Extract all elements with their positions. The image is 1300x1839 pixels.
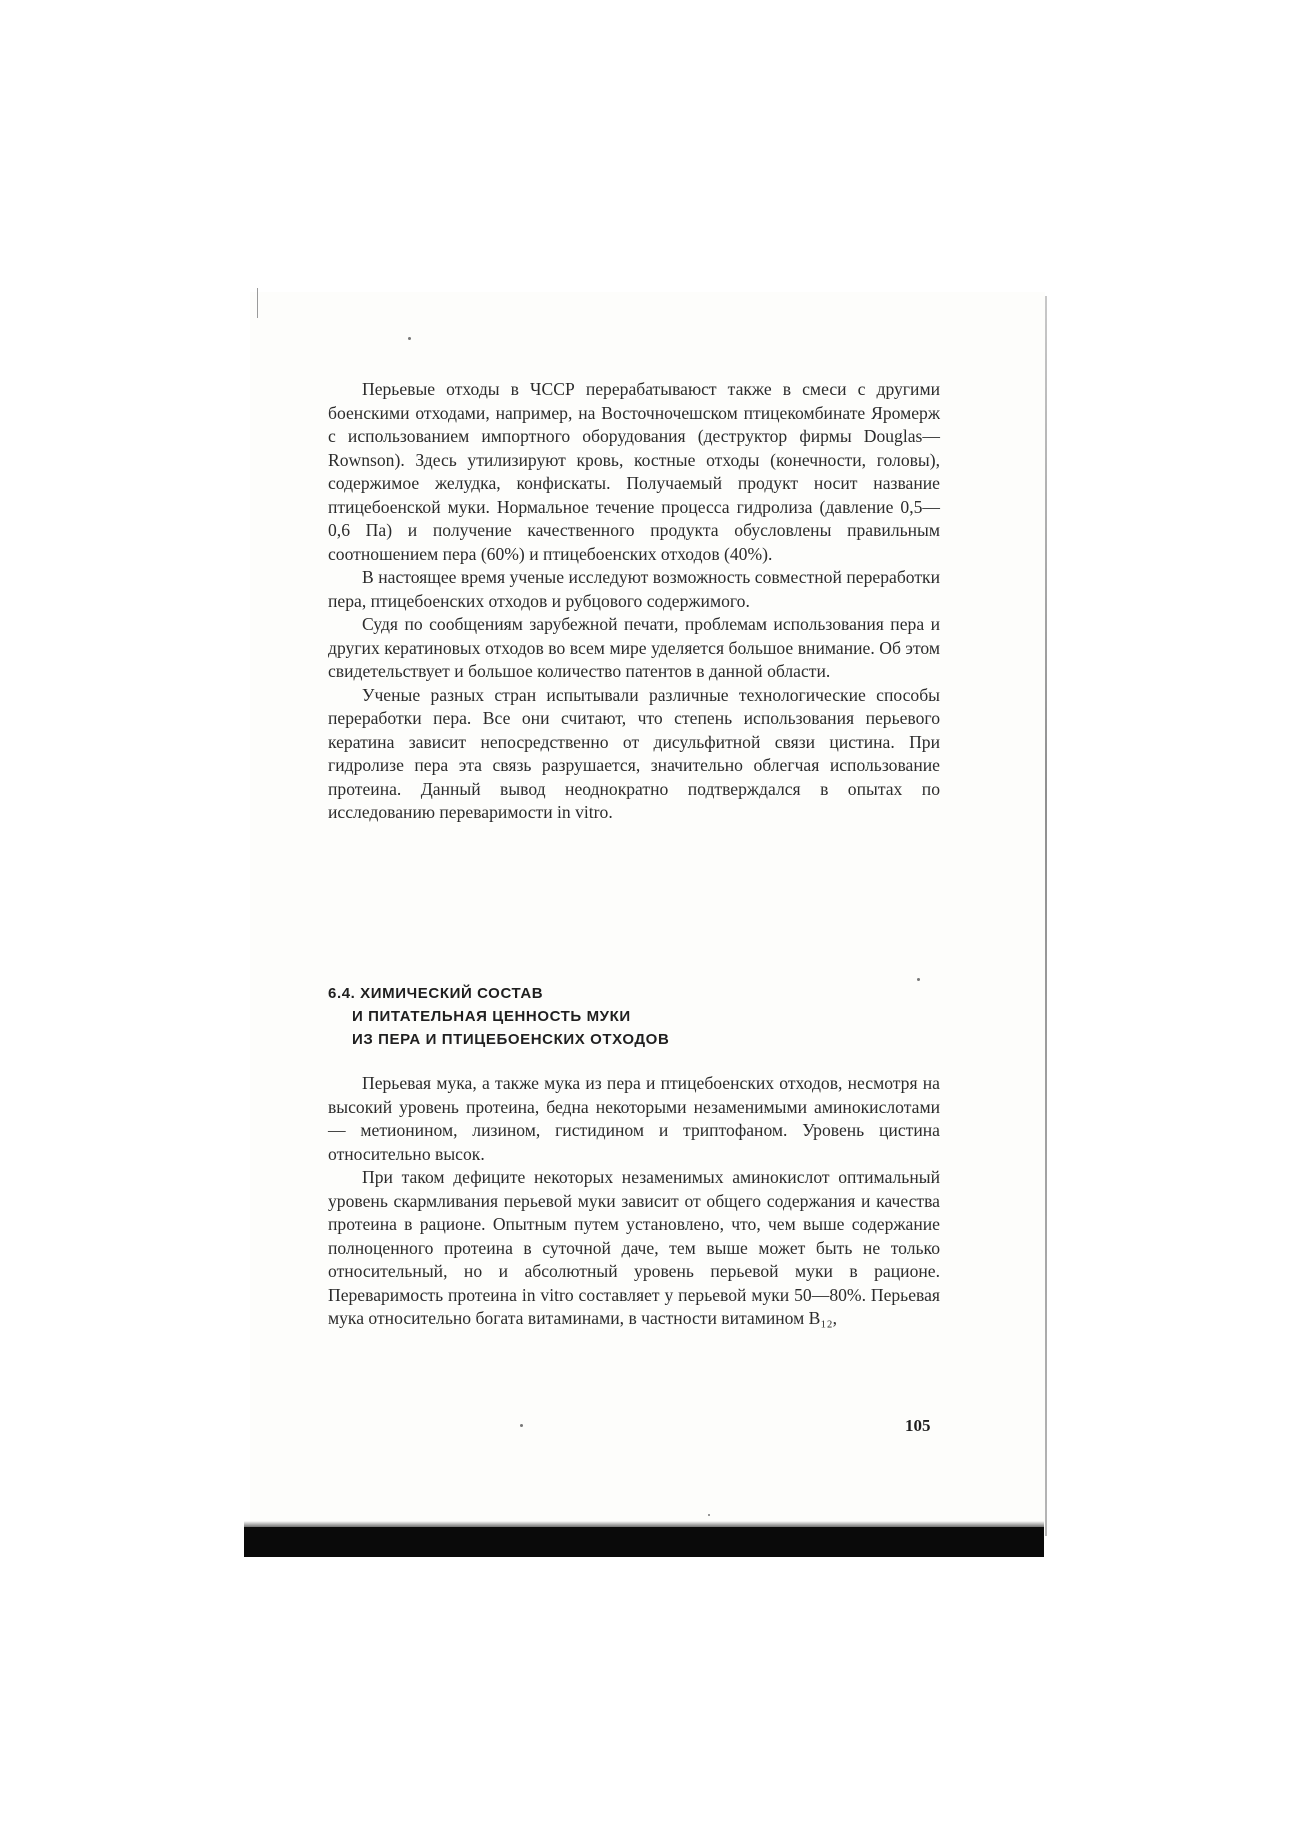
paragraph: При таком дефиците некоторых незаменимых аминокислот оптимальный уровень скармливания перьевой муки зависит от общего содержания и качества протеина в рационе. Опытным путем установлено, что, чем выше содержание полноценного протеина в суточной даче, тем выше может быть не только относительный, но и абсолютный уровень перьевой муки в рационе. Переваримость протеина in vitro составляет у перьевой муки 50—80%. Перьевая мука относительно богата витаминами, в частности витамином B₁₂, [328,1167,940,1328]
section-heading-line: И ПИТАТЕЛЬНАЯ ЦЕННОСТЬ МУКИ [352,1008,631,1025]
section-heading [328,982,888,1051]
paragraph: Перьевая мука, а также мука из пера и птицебоенских отходов, несмотря на высокий уровень протеина, бедна некоторыми незаменимыми аминокислотами — метионином, лизином, гистидином и триптофаном. Уровень цистина относительно высок. [328,1073,940,1164]
scan-bottom-black-bar [244,1527,1044,1557]
paragraph: Ученые разных стран испытывали различные технологические способы переработки пера. Все они считают, что степень использования перьевого кератина зависит непосредственно от дисульфитной связи цистина. При гидролизе пера эта связь разрушается, значительно облегчая использование протеина. Данный вывод неоднократно подтверждался в опытах по исследованию переваримости in vitro. [328,684,940,822]
scan-speck [708,1514,710,1516]
page-left-edge-mark [257,288,258,318]
section-heading-line: ИЗ ПЕРА И ПТИЦЕБОЕНСКИХ ОТХОДОВ [352,1031,670,1048]
paragraph: Перьевые отходы в ЧССР перерабатываюст также в смеси с другими боенскими отходами, например, на Восточночешском птицекомбинате Яромерж с использованием импортного оборудования (деструктор фирмы Douglas—Rownson). Здесь утилизируют кровь, костные отходы (конечности, головы), содержимое желудка, конфискаты. Получаемый продукт носит название птицебоенской муки. Нормальное течение процесса гидролиза (давление 0,5—0,6 Па) и получение качественного продукта обусловлены правильным соотношением пера (60%) и птицебоенских отходов (40%). [328,379,940,564]
body-text-bottom [328,1072,940,1331]
scan-speck [917,978,920,981]
page-right-edge-shadow [1045,296,1047,1536]
body-text-top [328,378,940,825]
section-heading-line: 6.4. ХИМИЧЕСКИЙ СОСТАВ [328,985,544,1002]
page-number: 105 [905,1416,931,1435]
paragraph: Судя по сообщениям зарубежной печати, проблемам использования пера и других кератиновых отходов во всем мире уделяется большое внимание. Об этом свидетельствует и большое количество патентов в данной области. [328,614,940,681]
paragraph: В настоящее время ученые исследуют возможность совместной переработки пера, птицебоенских отходов и рубцового содержимого. [328,567,940,611]
scan-speck [520,1424,523,1427]
scan-speck [408,337,411,340]
